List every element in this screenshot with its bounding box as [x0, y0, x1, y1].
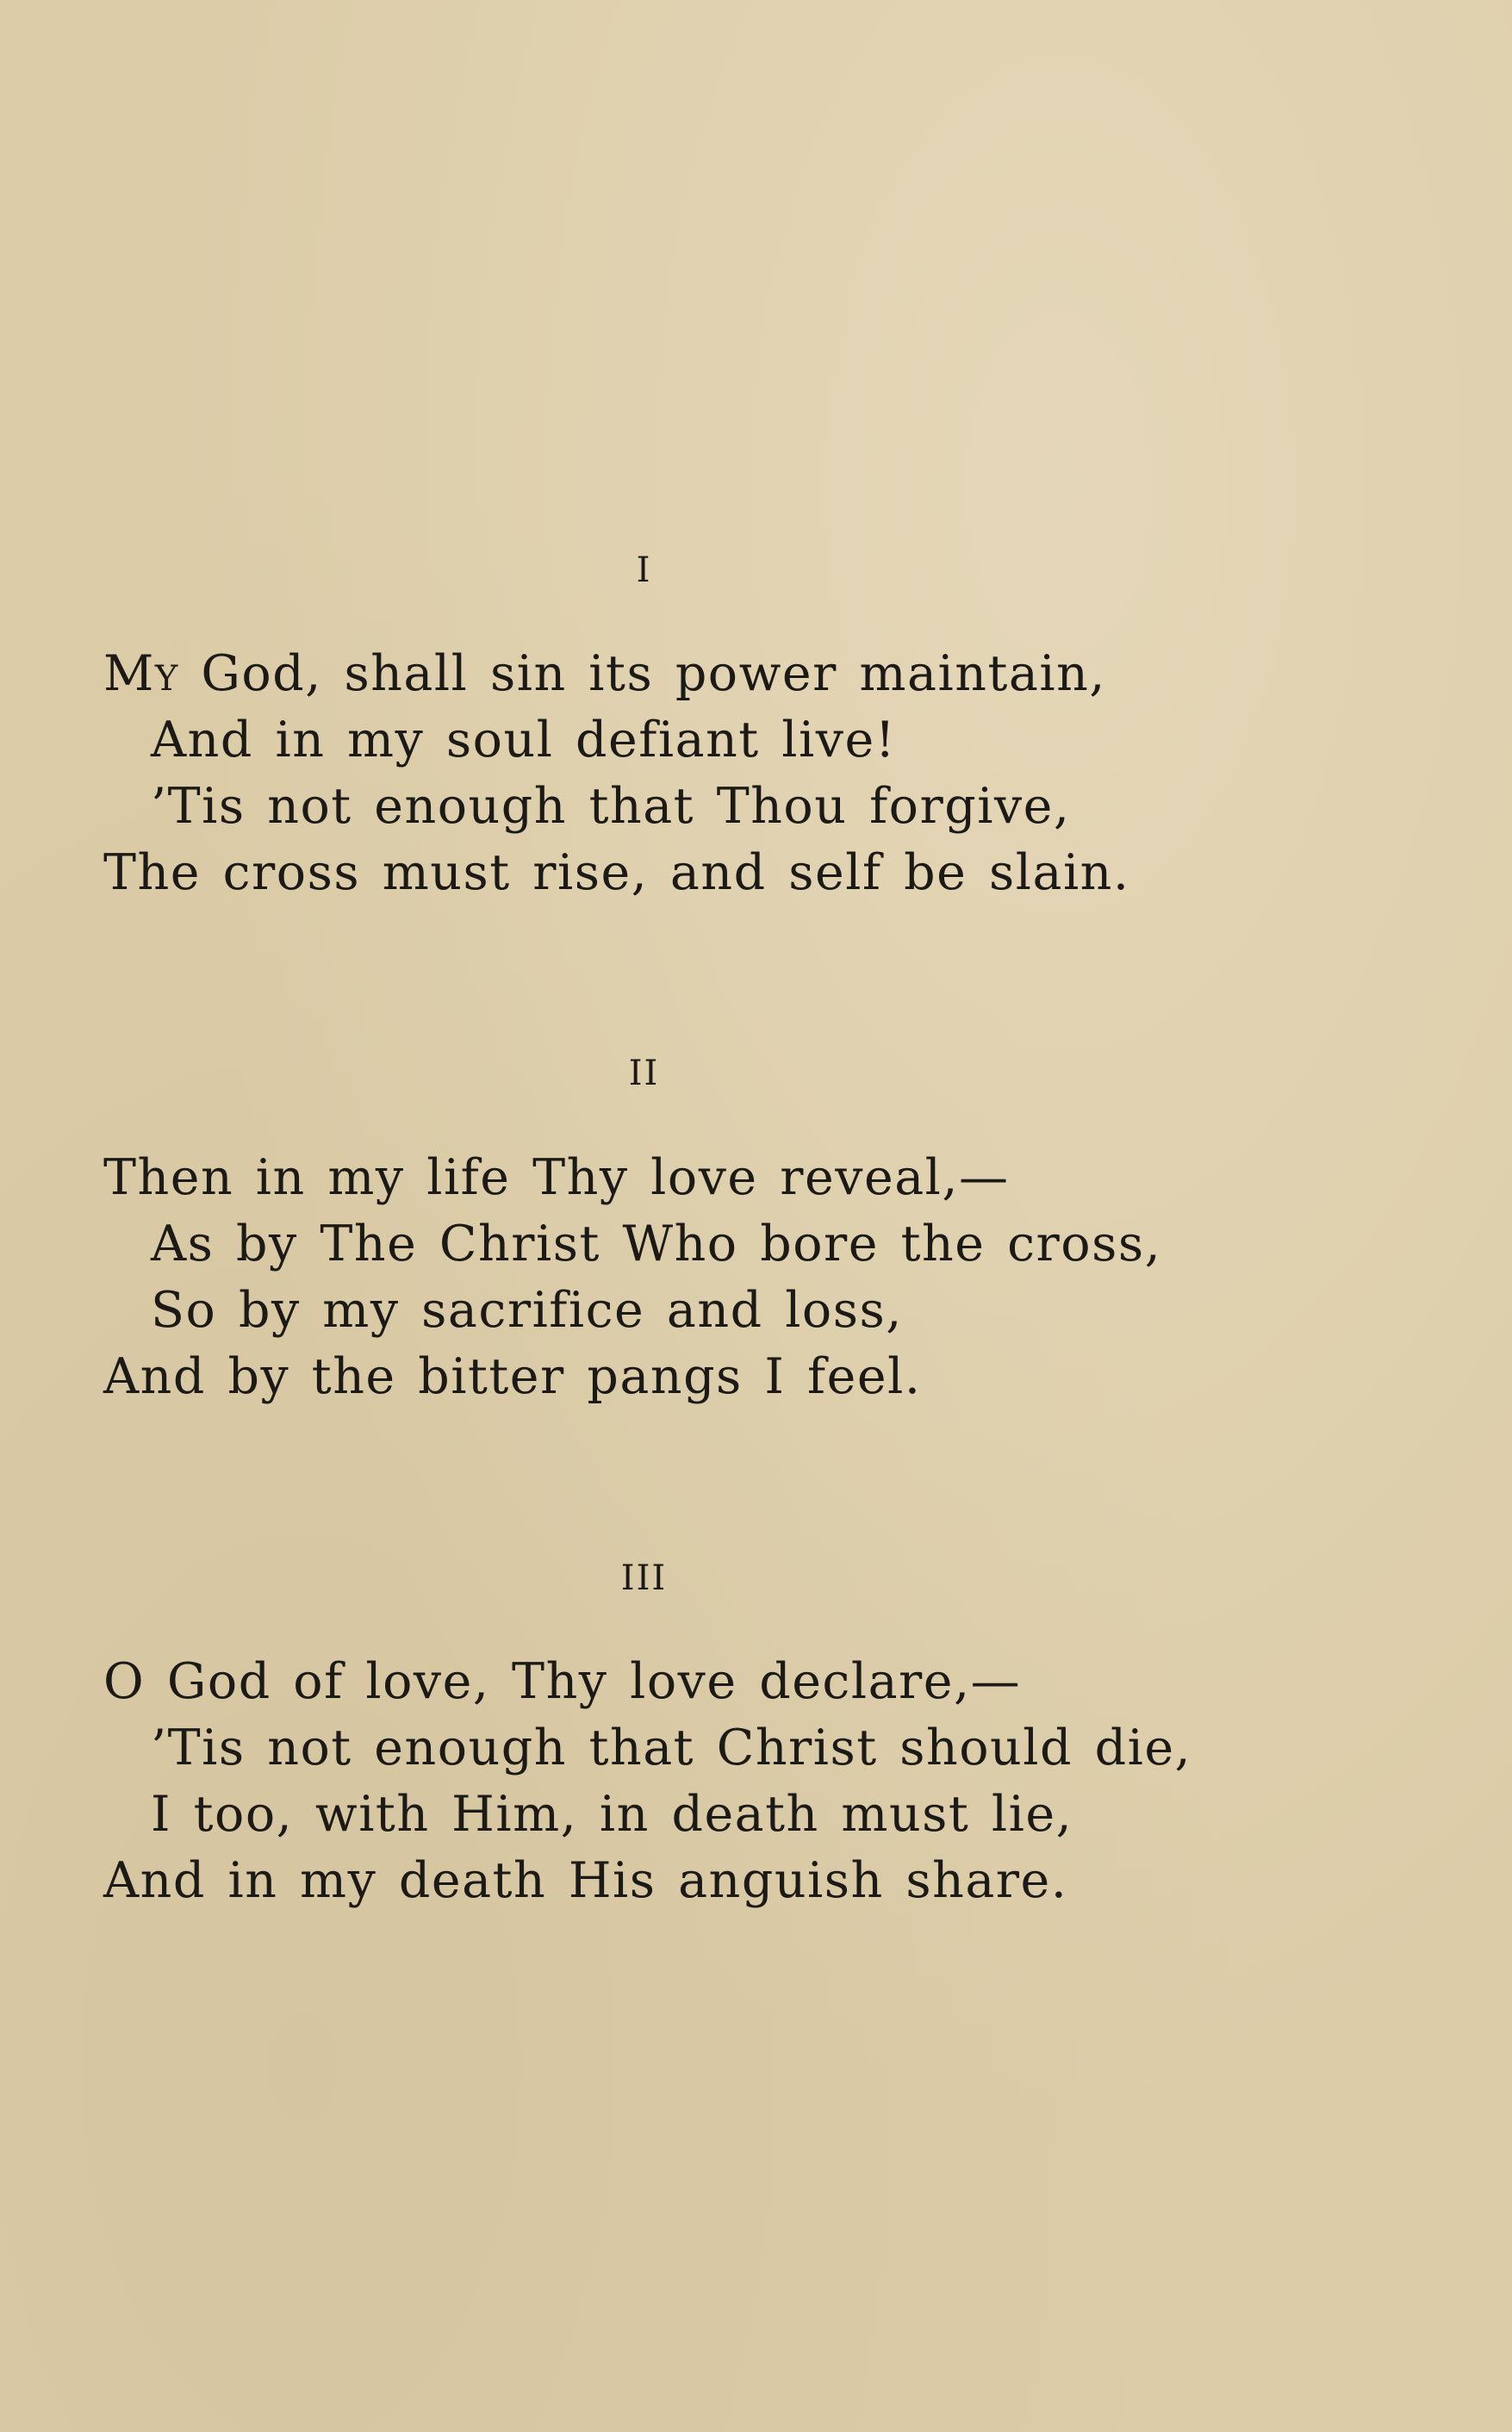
stanza-2-line-3: So by my sacrifice and loss, — [151, 1282, 903, 1339]
stanza-number-1: I — [636, 550, 652, 590]
stanza-number-3: III — [620, 1558, 668, 1598]
stanza-2-line-1: Then in my life Thy love reveal,— — [103, 1149, 1010, 1206]
stanza-3-line-2: ’Tis not enough that Christ should die, — [151, 1720, 1192, 1776]
stanza-1-line-2: And in my soul defiant live! — [151, 712, 897, 768]
stanza-1-first-word-rest: y — [154, 645, 179, 702]
stanza-3-line-4: And in my death His anguish share. — [103, 1852, 1068, 1909]
stanza-2-line-2: As by The Christ Who bore the cross, — [151, 1216, 1162, 1272]
stanza-3-line-1: O God of love, Thy love declare,— — [103, 1653, 1022, 1710]
stanza-1-line-4: The cross must rise, and self be slain. — [103, 844, 1130, 901]
stanza-1-line-1 — [103, 644, 1106, 704]
stanza-1-line-1-rest: God, shall sin its power maintain, — [178, 645, 1106, 702]
stanza-1-line-3: ’Tis not enough that Thou forgive, — [151, 778, 1071, 835]
stanza-3-line-3: I too, with Him, in death must lie, — [151, 1786, 1073, 1843]
stanza-2-line-4: And by the bitter pangs I feel. — [103, 1348, 922, 1405]
stanza-1-drop-initial: M — [103, 645, 155, 702]
stanza-number-2: II — [628, 1054, 660, 1093]
